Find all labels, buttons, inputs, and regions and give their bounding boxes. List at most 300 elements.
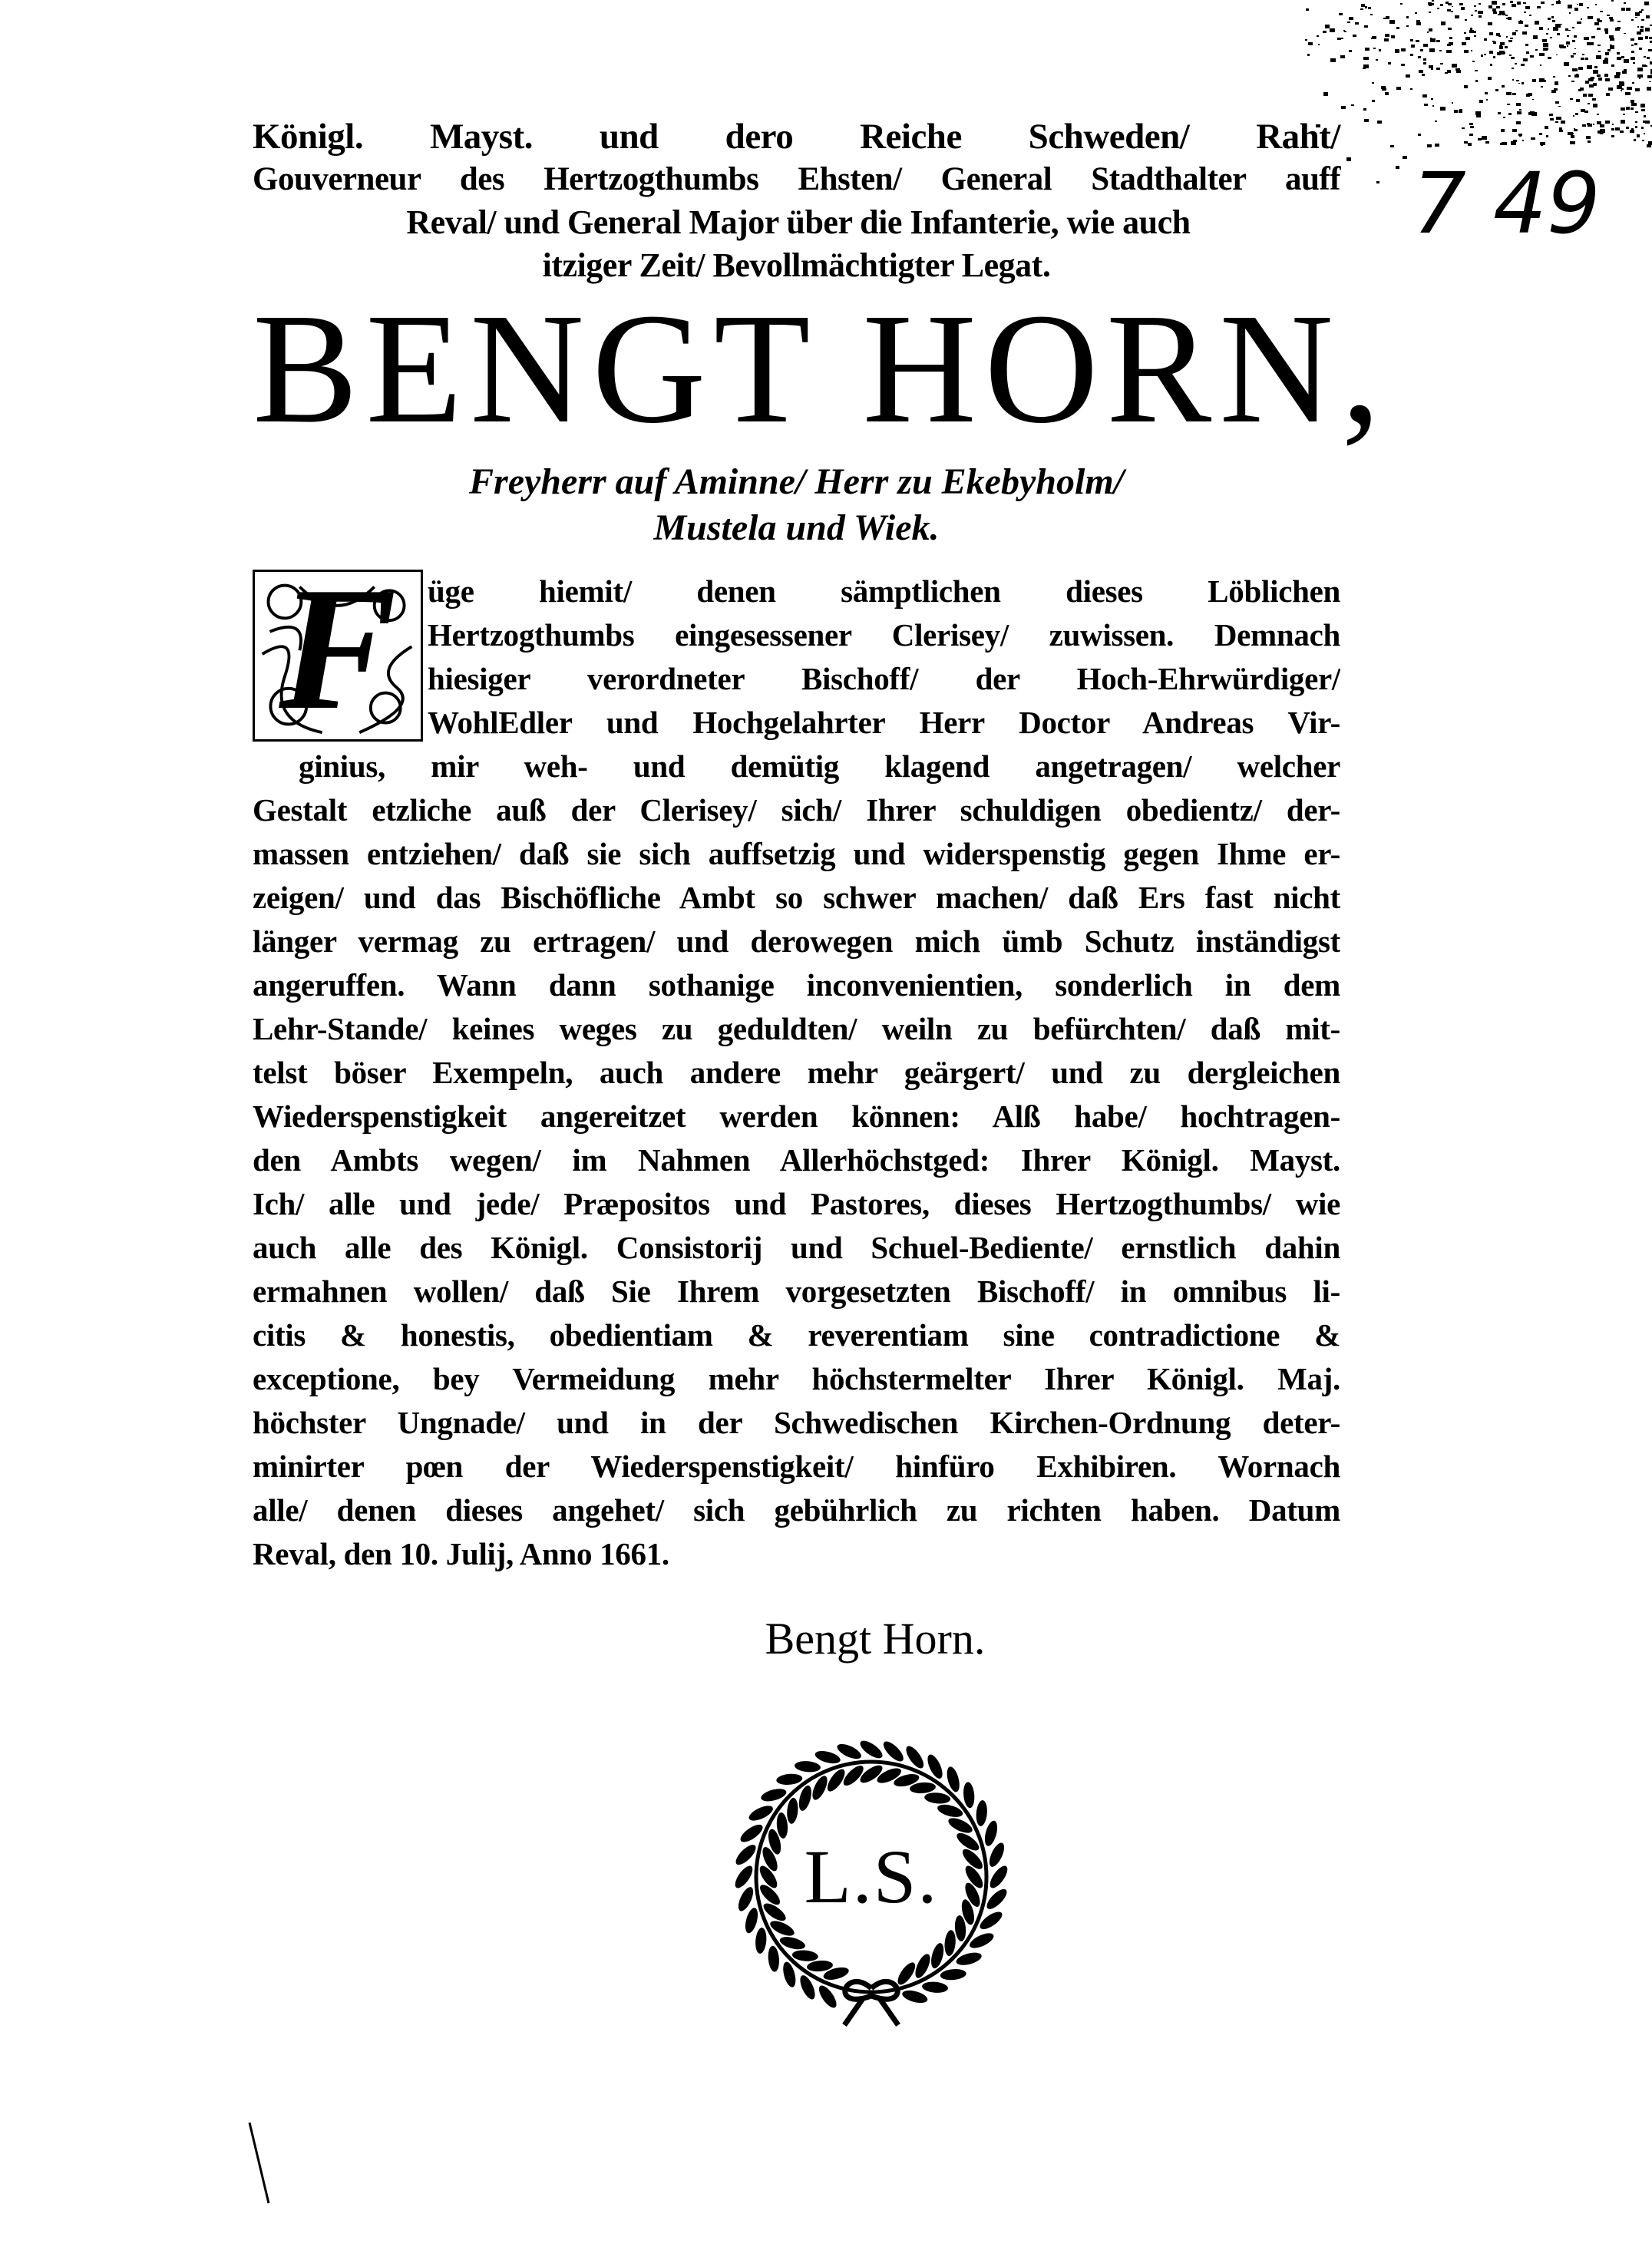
noise-speck: [1523, 2, 1526, 4]
noise-speck: [1492, 1, 1497, 5]
noise-speck: [1597, 20, 1601, 23]
issuer-titles-line-1: Freyherr auf Aminne/ Herr zu Ekebyholm/: [469, 461, 1124, 502]
noise-speck: [1582, 54, 1584, 55]
noise-speck: [1505, 46, 1508, 48]
noise-speck: [1542, 39, 1547, 42]
issuer-titles-line-2: Mustela und Wiek.: [653, 507, 940, 548]
noise-speck: [1555, 101, 1559, 104]
noise-speck: [1510, 1, 1513, 3]
noise-speck: [1591, 77, 1594, 79]
noise-speck: [1624, 69, 1627, 71]
noise-speck: [1608, 88, 1613, 91]
header-line-4: itziger Zeit/ Bevollmächtigter Legat.: [542, 246, 1051, 284]
noise-speck: [1635, 126, 1637, 127]
noise-speck: [1600, 124, 1604, 127]
noise-speck: [1576, 99, 1580, 102]
noise-speck: [1317, 35, 1319, 37]
noise-speck: [1578, 67, 1583, 70]
laurel-leaf: [921, 1981, 948, 1994]
noise-speck: [1641, 127, 1644, 128]
noise-speck: [1573, 115, 1574, 117]
noise-speck: [1540, 142, 1545, 146]
noise-speck: [1552, 20, 1555, 22]
noise-speck: [1475, 111, 1480, 114]
body-line: alle/ denen dieses angehet/ sich gebührlich zu richten haben. Datum: [253, 1492, 1340, 1528]
noise-speck: [1561, 121, 1565, 124]
noise-speck: [1644, 2, 1650, 5]
signature: Bengt Horn.: [765, 1614, 986, 1664]
noise-speck: [1490, 64, 1492, 65]
noise-speck: [1379, 49, 1381, 51]
noise-speck: [1476, 114, 1481, 117]
noise-speck: [1580, 88, 1584, 91]
noise-speck: [1572, 68, 1578, 72]
noise-speck: [1423, 62, 1426, 64]
noise-speck: [1521, 64, 1524, 66]
noise-speck: [1604, 28, 1608, 31]
noise-speck: [1642, 64, 1645, 67]
noise-speck: [1607, 49, 1611, 51]
noise-speck: [1488, 77, 1492, 80]
noise-speck: [1587, 42, 1591, 45]
noise-speck: [1610, 19, 1614, 21]
noise-speck: [1373, 48, 1376, 50]
noise-speck: [1644, 115, 1647, 117]
noise-speck: [1561, 24, 1562, 25]
noise-speck: [1548, 28, 1549, 30]
noise-speck: [1446, 50, 1452, 54]
noise-speck: [1435, 121, 1436, 122]
noise-speck: [1553, 76, 1556, 78]
noise-speck: [1445, 72, 1447, 74]
noise-speck: [1500, 51, 1505, 54]
noise-speck: [1571, 135, 1575, 138]
noise-speck: [1528, 93, 1531, 96]
laurel-leaf: [943, 1930, 957, 1957]
noise-speck: [1500, 42, 1505, 45]
noise-speck: [1410, 39, 1413, 41]
noise-speck: [1574, 35, 1577, 38]
noise-speck: [1598, 78, 1602, 81]
noise-speck: [1626, 107, 1630, 109]
noise-speck: [1647, 75, 1652, 78]
noise-speck: [1530, 55, 1533, 58]
noise-speck: [1517, 111, 1521, 114]
noise-speck: [1423, 44, 1428, 47]
noise-speck: [1610, 45, 1614, 48]
body-line: üge hiemit/ denen sämptlichen dieses Löblichen: [428, 573, 1340, 609]
noise-speck: [1411, 45, 1415, 48]
noise-speck: [1588, 140, 1591, 143]
noise-speck: [1642, 140, 1644, 141]
noise-speck: [1621, 90, 1622, 91]
noise-speck: [1390, 145, 1394, 148]
noise-speck: [1365, 48, 1370, 51]
noise-speck: [1529, 15, 1531, 16]
noise-speck: [1582, 124, 1586, 127]
noise-speck: [1556, 1, 1561, 4]
noise-speck: [1410, 54, 1413, 56]
noise-speck: [1385, 92, 1389, 94]
noise-speck: [1597, 45, 1601, 46]
noise-speck: [1446, 2, 1449, 4]
noise-speck: [1512, 68, 1514, 69]
noise-speck: [1543, 48, 1547, 51]
body-line: WohlEdler und Hochgelahrter Herr Doctor Andreas Vir-: [428, 705, 1340, 740]
noise-speck: [1528, 112, 1532, 115]
noise-speck: [1410, 88, 1412, 90]
noise-speck: [1512, 93, 1516, 95]
noise-speck: [1611, 128, 1614, 131]
noise-speck: [1372, 82, 1374, 84]
noise-speck: [1493, 12, 1497, 15]
noise-speck: [1499, 46, 1504, 49]
body-line: Ich/ alle und jede/ Præpositos und Pastores, dieses Hertzogthumbs/ wie: [253, 1186, 1340, 1221]
laurel-leaf: [963, 1782, 976, 1809]
noise-speck: [1635, 111, 1638, 114]
noise-speck: [1587, 65, 1592, 69]
noise-speck: [1461, 7, 1465, 10]
laurel-leaf: [814, 1749, 841, 1766]
noise-speck: [1605, 78, 1610, 81]
noise-speck: [1440, 4, 1443, 6]
noise-speck: [1645, 65, 1647, 67]
laurel-leaf: [940, 1968, 966, 1981]
noise-speck: [1431, 98, 1433, 100]
noise-speck: [1553, 27, 1558, 31]
noise-speck: [1474, 35, 1476, 37]
noise-speck: [1464, 50, 1468, 53]
noise-speck: [1644, 56, 1646, 58]
noise-speck: [1605, 52, 1609, 55]
laurel-leaf: [857, 1738, 885, 1762]
noise-speck: [1505, 15, 1508, 16]
noise-speck: [1621, 56, 1624, 58]
noise-speck: [1323, 92, 1328, 95]
body-line: angeruffen. Wann dann sothanige inconvenientien, sonderlich in dem: [253, 967, 1340, 1003]
noise-speck: [1305, 39, 1307, 41]
noise-speck: [1485, 92, 1488, 94]
noise-speck: [1637, 26, 1640, 28]
noise-speck: [1500, 143, 1502, 144]
noise-speck: [1468, 143, 1472, 145]
body-line: Lehr-Stande/ keines weges zu geduldten/ weiln zu befürchten/ daß mit-: [253, 1011, 1340, 1046]
seal-text: L.S.: [804, 1834, 939, 1919]
noise-speck: [1555, 81, 1559, 84]
noise-speck: [1649, 81, 1651, 83]
noise-speck: [1323, 31, 1327, 33]
body-line: Reval, den 10. Julij, Anno 1661.: [253, 1536, 669, 1571]
noise-speck: [1396, 87, 1400, 90]
noise-speck: [1568, 75, 1571, 77]
noise-speck: [1533, 79, 1535, 81]
body-line: den Ambts wegen/ im Nahmen Allerhöchstged: Ihrer Königl. Mayst.: [253, 1142, 1340, 1178]
noise-speck: [1475, 70, 1478, 72]
noise-speck: [1555, 121, 1558, 124]
noise-speck: [1587, 123, 1590, 125]
noise-speck: [1512, 129, 1517, 132]
noise-speck: [1638, 37, 1642, 40]
noise-speck: [1572, 40, 1575, 42]
noise-speck: [1617, 27, 1621, 29]
noise-speck: [1454, 110, 1458, 112]
laurel-leaf: [786, 1797, 799, 1824]
laurel-leaf: [791, 1949, 818, 1962]
decree-body: [253, 570, 1340, 1576]
noise-speck: [1364, 25, 1368, 28]
noise-speck: [1436, 68, 1440, 70]
noise-speck: [1472, 31, 1475, 33]
noise-speck: [1465, 37, 1470, 40]
noise-speck: [1617, 52, 1619, 54]
noise-speck: [1593, 70, 1598, 74]
noise-speck: [1621, 107, 1625, 111]
noise-speck: [1624, 33, 1625, 35]
noise-speck: [1506, 36, 1508, 38]
noise-speck: [1465, 19, 1468, 21]
noise-speck: [1464, 32, 1466, 34]
noise-speck: [1384, 38, 1389, 41]
noise-speck: [1381, 86, 1386, 89]
body-line: länger vermag zu ertragen/ und derowegen mich ümb Schutz inständigst: [253, 923, 1340, 959]
noise-speck: [1541, 2, 1544, 4]
noise-speck: [1455, 15, 1459, 18]
noise-speck: [1572, 27, 1574, 28]
noise-speck: [1307, 54, 1310, 55]
noise-speck: [1600, 131, 1604, 133]
noise-speck: [1621, 121, 1623, 123]
noise-speck: [1570, 141, 1575, 145]
noise-speck: [1611, 64, 1614, 67]
noise-speck: [1406, 74, 1410, 78]
noise-speck: [1543, 43, 1548, 47]
noise-speck: [1370, 14, 1373, 15]
noise-speck: [1609, 35, 1614, 38]
noise-speck: [1615, 127, 1620, 131]
noise-speck: [1416, 22, 1421, 25]
noise-speck: [1584, 37, 1588, 40]
noise-speck: [1503, 117, 1505, 118]
noise-speck: [1372, 100, 1375, 102]
noise-speck: [1639, 11, 1642, 13]
noise-speck: [1648, 49, 1652, 52]
noise-speck: [1641, 19, 1644, 21]
noise-speck: [1471, 15, 1473, 16]
noise-speck: [1515, 30, 1518, 32]
noise-speck: [1419, 70, 1422, 73]
noise-speck: [1447, 9, 1451, 12]
noise-speck: [1456, 70, 1461, 73]
noise-speck: [1579, 3, 1583, 6]
noise-speck: [1388, 62, 1391, 64]
noise-speck: [1365, 6, 1368, 8]
noise-speck: [1625, 92, 1630, 96]
noise-speck: [1591, 36, 1595, 39]
noise-speck: [1471, 50, 1473, 51]
body-line: telst böser Exempeln, auch andere mehr geärgert/ und zu dergleichen: [253, 1055, 1340, 1090]
noise-speck: [1403, 156, 1407, 159]
noise-speck: [1564, 62, 1568, 66]
noise-speck: [1637, 31, 1640, 35]
noise-speck: [1462, 127, 1464, 129]
noise-speck: [1401, 64, 1404, 66]
noise-speck: [1564, 46, 1566, 48]
noise-speck: [1566, 41, 1571, 45]
noise-speck: [1469, 134, 1473, 136]
laurel-leaf: [901, 1988, 929, 2005]
noise-speck: [1427, 31, 1429, 33]
noise-speck: [1611, 135, 1614, 137]
noise-speck: [1430, 38, 1432, 39]
noise-speck: [1508, 40, 1512, 43]
handwritten-folio-number: 7 49: [1412, 154, 1601, 253]
noise-speck: [1610, 45, 1612, 46]
noise-speck: [1521, 82, 1525, 84]
noise-speck: [1386, 16, 1390, 19]
noise-speck: [1448, 4, 1449, 5]
noise-speck: [1600, 11, 1603, 13]
noise-speck: [1626, 8, 1631, 11]
noise-speck: [1368, 7, 1371, 9]
noise-speck: [1617, 57, 1621, 60]
noise-speck: [1346, 157, 1352, 161]
noise-speck: [1596, 55, 1601, 59]
noise-speck: [1418, 134, 1421, 136]
noise-speck: [1550, 37, 1552, 38]
noise-speck: [1597, 114, 1599, 115]
noise-speck: [1581, 18, 1582, 20]
noise-speck: [1575, 113, 1578, 115]
noise-speck: [1539, 27, 1543, 29]
noise-speck: [1594, 22, 1599, 25]
noise-speck: [1612, 124, 1614, 125]
noise-speck: [1360, 8, 1363, 10]
noise-speck: [1512, 79, 1514, 81]
noise-speck: [1518, 21, 1523, 25]
noise-speck: [1318, 44, 1320, 45]
noise-speck: [1396, 166, 1399, 168]
noise-speck: [1617, 85, 1622, 89]
noise-speck: [1522, 31, 1528, 35]
noise-speck: [1623, 114, 1625, 115]
body-line: ginius, mir weh- und demütig klagend angetragen/ welcher: [299, 748, 1340, 784]
noise-speck: [1581, 109, 1585, 112]
noise-speck: [1548, 18, 1551, 20]
noise-speck: [1639, 78, 1640, 79]
noise-speck: [1435, 144, 1439, 147]
noise-speck: [1635, 12, 1640, 15]
noise-speck: [1449, 42, 1453, 45]
laurel-leaf: [924, 1792, 951, 1805]
noise-speck: [1516, 103, 1521, 106]
noise-speck: [1540, 64, 1541, 66]
noise-speck: [1630, 130, 1634, 133]
noise-speck: [1452, 102, 1453, 104]
noise-speck: [1617, 21, 1621, 23]
noise-speck: [1475, 80, 1478, 81]
noise-speck: [1506, 92, 1512, 96]
body-line: ermahnen wollen/ daß Sie Ihrem vorgesetzten Bischoff/ in omnibus li-: [253, 1274, 1340, 1309]
noise-speck: [1635, 17, 1637, 18]
noise-speck: [1498, 14, 1501, 15]
noise-speck: [1627, 127, 1629, 129]
drop-cap-letter: F: [279, 570, 397, 742]
noise-speck: [1464, 85, 1468, 88]
noise-speck: [1556, 117, 1561, 121]
noise-speck: [1516, 121, 1521, 124]
noise-speck: [1512, 32, 1516, 35]
noise-speck: [1432, 105, 1434, 107]
noise-speck: [1355, 22, 1359, 25]
noise-speck: [1470, 28, 1472, 29]
noise-speck: [1587, 7, 1589, 8]
noise-speck: [1589, 84, 1594, 88]
noise-speck: [1395, 49, 1400, 53]
noise-speck: [1588, 94, 1593, 97]
noise-speck: [1588, 103, 1590, 104]
noise-speck: [1633, 62, 1635, 64]
noise-speck: [1550, 118, 1554, 121]
noise-speck: [1631, 19, 1634, 21]
noise-speck: [1574, 74, 1579, 78]
noise-speck: [1559, 127, 1562, 130]
noise-speck: [1486, 99, 1488, 100]
noise-speck: [1427, 144, 1432, 147]
noise-speck: [1481, 55, 1483, 56]
body-line: minirter pœn der Wiederspenstigkeit/ hinfüro Exhibiren. Wornach: [253, 1449, 1340, 1484]
noise-speck: [1524, 12, 1526, 13]
noise-speck: [1343, 30, 1346, 31]
noise-speck: [1557, 33, 1560, 35]
noise-speck: [1432, 0, 1434, 2]
noise-speck: [1488, 22, 1492, 25]
noise-speck: [1635, 88, 1640, 91]
noise-speck: [1459, 109, 1462, 111]
noise-speck: [1597, 28, 1601, 31]
noise-speck: [1493, 56, 1495, 58]
noise-speck: [1594, 66, 1597, 68]
noise-speck: [1363, 68, 1365, 69]
noise-speck: [1485, 141, 1489, 144]
noise-speck: [1510, 38, 1513, 40]
noise-speck: [1577, 21, 1581, 25]
laurel-leaf: [881, 1739, 907, 1765]
noise-speck: [1597, 74, 1601, 77]
noise-speck: [1525, 6, 1530, 9]
noise-speck: [1592, 98, 1596, 101]
noise-speck: [1429, 48, 1435, 52]
noise-speck: [1539, 53, 1544, 56]
noise-speck: [1479, 3, 1480, 5]
noise-speck: [1647, 144, 1650, 147]
noise-speck: [1484, 38, 1487, 41]
noise-speck: [1340, 38, 1343, 39]
body-line: Hertzogthumbs eingesessener Clerisey/ zuwissen. Demnach: [428, 617, 1340, 653]
noise-speck: [1364, 119, 1369, 122]
noise-speck: [1645, 121, 1650, 124]
noise-speck: [1605, 31, 1608, 34]
noise-speck: [1429, 4, 1432, 6]
noise-speck: [1371, 38, 1374, 40]
noise-speck: [1502, 142, 1506, 145]
noise-speck: [1516, 80, 1518, 81]
noise-speck: [1559, 130, 1563, 133]
noise-speck: [1634, 43, 1637, 45]
body-line: Wiederspenstigkeit angereitzet werden können: Alß habe/ hochtragen-: [253, 1099, 1340, 1134]
noise-speck: [1363, 108, 1367, 111]
scan-mark: [246, 2119, 276, 2211]
noise-speck: [1508, 17, 1512, 20]
